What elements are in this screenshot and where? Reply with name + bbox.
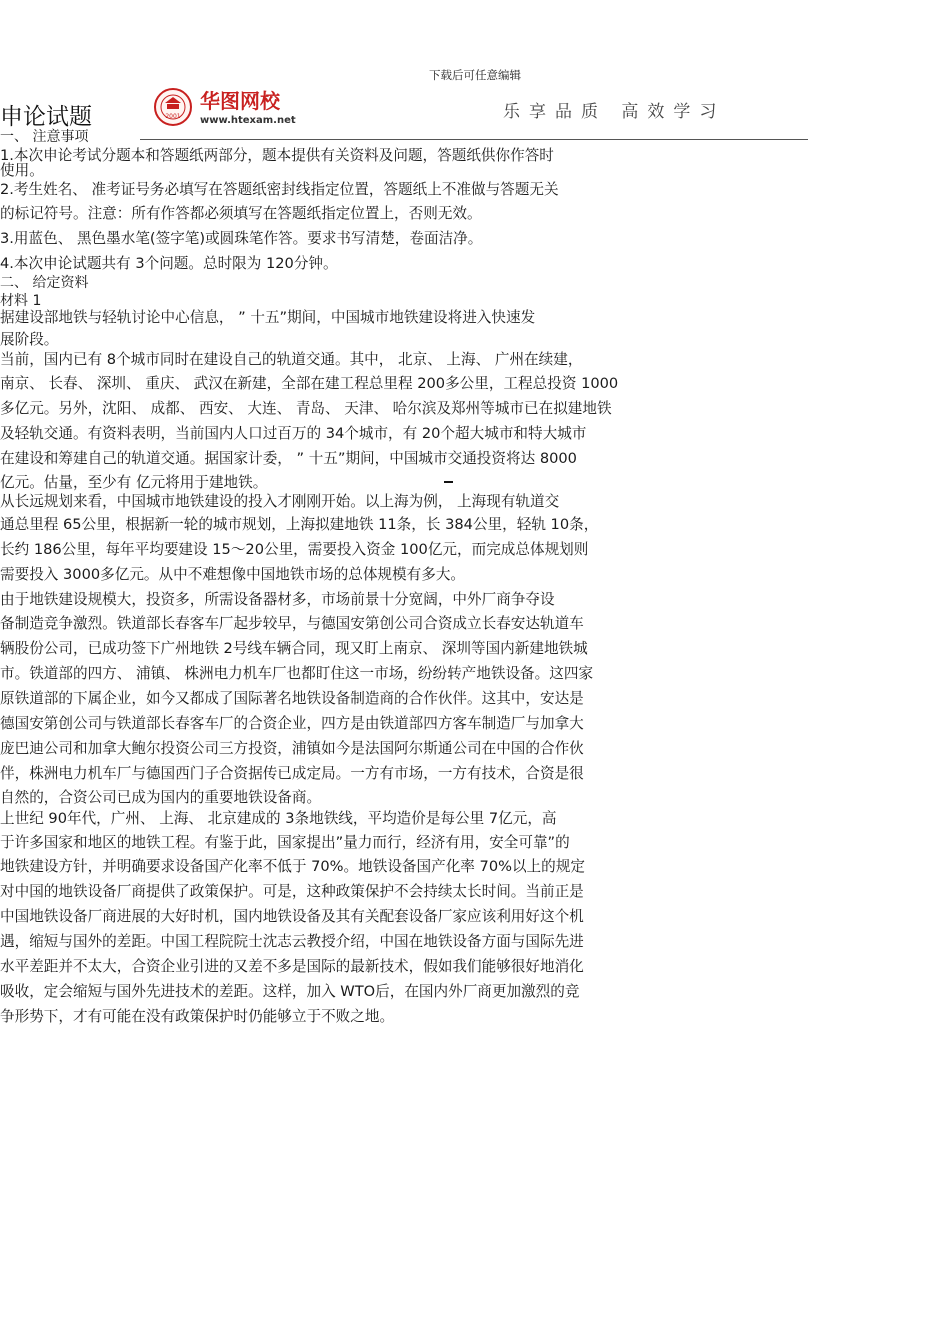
- text-line: 1.本次申论考试分题本和答题纸两部分，题本提供有关资料及问题，答题纸供你作答时: [0, 147, 554, 164]
- text-line: 备制造竞争激烈。铁道部长春客车厂起步较早，与德国安第创公司合资成立长春安达轨道车: [0, 615, 584, 632]
- section-heading: 一、 注意事项: [0, 129, 89, 145]
- text-line: 地铁建设方针，并明确要求设备国产化率不低于 70%。地铁设备国产化率 70%以上的规定: [0, 858, 585, 875]
- text-line: 原铁道部的下属企业，如今又都成了国际著名地铁设备制造商的合作伙伴。这其中，安达是: [0, 690, 584, 707]
- school-seal-icon: [152, 86, 312, 130]
- text-line: 辆股份公司，已成功签下广州地铁 2号线车辆合同，现又盯上南京、 深圳等国内新建地铁城: [0, 640, 588, 657]
- logo-url: www.htexam.net: [200, 115, 296, 126]
- text-line: 多亿元。另外，沈阳、 成都、 西安、 大连、 青岛、 天津、 哈尔滨及郑州等城市已在拟建地铁: [0, 400, 612, 417]
- text-line: 在建设和筹建自己的轨道交通。据国家计委， ” 十五”期间，中国城市交通投资将达 8000: [0, 450, 577, 467]
- text-line: 展阶段。: [0, 331, 59, 348]
- text-line: 对中国的地铁设备厂商提供了政策保护。可是，这种政策保护不会持续太长时间。当前正是: [0, 883, 584, 900]
- text-line: 3.用蓝色、 黑色墨水笔(签字笔)或圆珠笔作答。要求书写清楚，卷面洁净。: [0, 230, 483, 247]
- text-line: 遇，缩短与国外的差距。中国工程院院士沈志云教授介绍，中国在地铁设备方面与国际先进: [0, 933, 584, 950]
- text-line: 4.本次申论试题共有 3个问题。总时限为 120分钟。: [0, 255, 338, 272]
- text-line: 市。铁道部的四方、 浦镇、 株洲电力机车厂也都盯住这一市场，纷纷转产地铁设备。这四家: [0, 665, 594, 682]
- text-line: 南京、 长春、 深圳、 重庆、 武汉在新建，全部在建工程总里程 200多公里，工程总投资 1000: [0, 375, 619, 392]
- page-title: 申论试题: [0, 104, 92, 130]
- text-line: 需要投入 3000多亿元。从中不难想像中国地铁市场的总体规模有多大。: [0, 566, 466, 583]
- brand-logo: [152, 86, 312, 130]
- text-line: 德国安第创公司与铁道部长春客车厂的合资企业，四方是由铁道部四方客车制造厂与加拿大: [0, 715, 584, 732]
- text-line: 上世纪 90年代，广州、 上海、 北京建成的 3条地铁线，平均造价是每公里 7亿元，高: [0, 810, 557, 827]
- text-line: 当前，国内已有 8个城市同时在建设自己的轨道交通。其中， 北京、 上海、 广州在续建，: [0, 351, 583, 368]
- text-line: 的标记符号。注意：所有作答都必须填写在答题纸指定位置上，否则无效。: [0, 205, 482, 222]
- text-line: 据建设部地铁与轻轨讨论中心信息， ” 十五”期间，中国城市地铁建设将进入快速发: [0, 309, 536, 326]
- text-line: 自然的，合资公司已成为国内的重要地铁设备商。: [0, 789, 322, 806]
- header-rule: [140, 139, 808, 140]
- text-line: 及轻轨交通。有资料表明，当前国内人口过百万的 34个城市，有 20个超大城市和特大城市: [0, 425, 587, 442]
- slogan: 乐享品质 高效学习: [503, 102, 726, 122]
- text-line: 庞巴迪公司和加拿大鲍尔投资公司三方投资，浦镇如今是法国阿尔斯通公司在中国的合作伙: [0, 740, 584, 757]
- text-line: 使用。: [0, 162, 44, 179]
- seal-year: 2001: [165, 113, 181, 120]
- text-line: 中国地铁设备厂商进展的大好时机，国内地铁设备及其有关配套设备厂家应该利用好这个机: [0, 908, 584, 925]
- text-line: 亿元。估量，至少有 亿元将用于建地铁。: [0, 474, 268, 491]
- text-line: 吸收，定会缩短与国外先进技术的差距。这样，加入 WTO后，在国内外厂商更加激烈的竞: [0, 983, 580, 1000]
- material-label: 材料 1: [0, 293, 42, 309]
- text-line: 2.考生姓名、 准考证号务必填写在答题纸密封线指定位置，答题纸上不准做与答题无关: [0, 181, 559, 198]
- text-line: 由于地铁建设规模大，投资多，所需设备器材多，市场前景十分宽阔，中外厂商争夺设: [0, 591, 555, 608]
- text-line: 伴，株洲电力机车厂与德国西门子合资据传已成定局。一方有市场，一方有技术，合资是很: [0, 765, 584, 782]
- text-line: 争形势下，才有可能在没有政策保护时仍能够立于不败之地。: [0, 1008, 395, 1025]
- text-line: 通总里程 65公里，根据新一轮的城市规划，上海拟建地铁 11条，长 384公里，轻轨 10条，: [0, 516, 599, 533]
- text-line: 于许多国家和地区的地铁工程。有鉴于此，国家提出”量力而行，经济有用，安全可靠”的: [0, 834, 570, 851]
- text-line: 水平差距并不太大，合资企业引进的又差不多是国际的最新技术，假如我们能够很好地消化: [0, 958, 584, 975]
- text-cursor: [444, 481, 453, 483]
- section-heading: 二、 给定资料: [0, 275, 89, 291]
- text-line: 长约 186公里，每年平均要建设 15～20公里，需要投入资金 100亿元，而完成总体规划则: [0, 541, 589, 558]
- top-note: 下载后可任意编辑: [429, 68, 521, 82]
- logo-text: 华图网校: [200, 89, 280, 113]
- text-line: 从长远规划来看，中国城市地铁建设的投入才刚刚开始。以上海为例， 上海现有轨道交: [0, 493, 560, 510]
